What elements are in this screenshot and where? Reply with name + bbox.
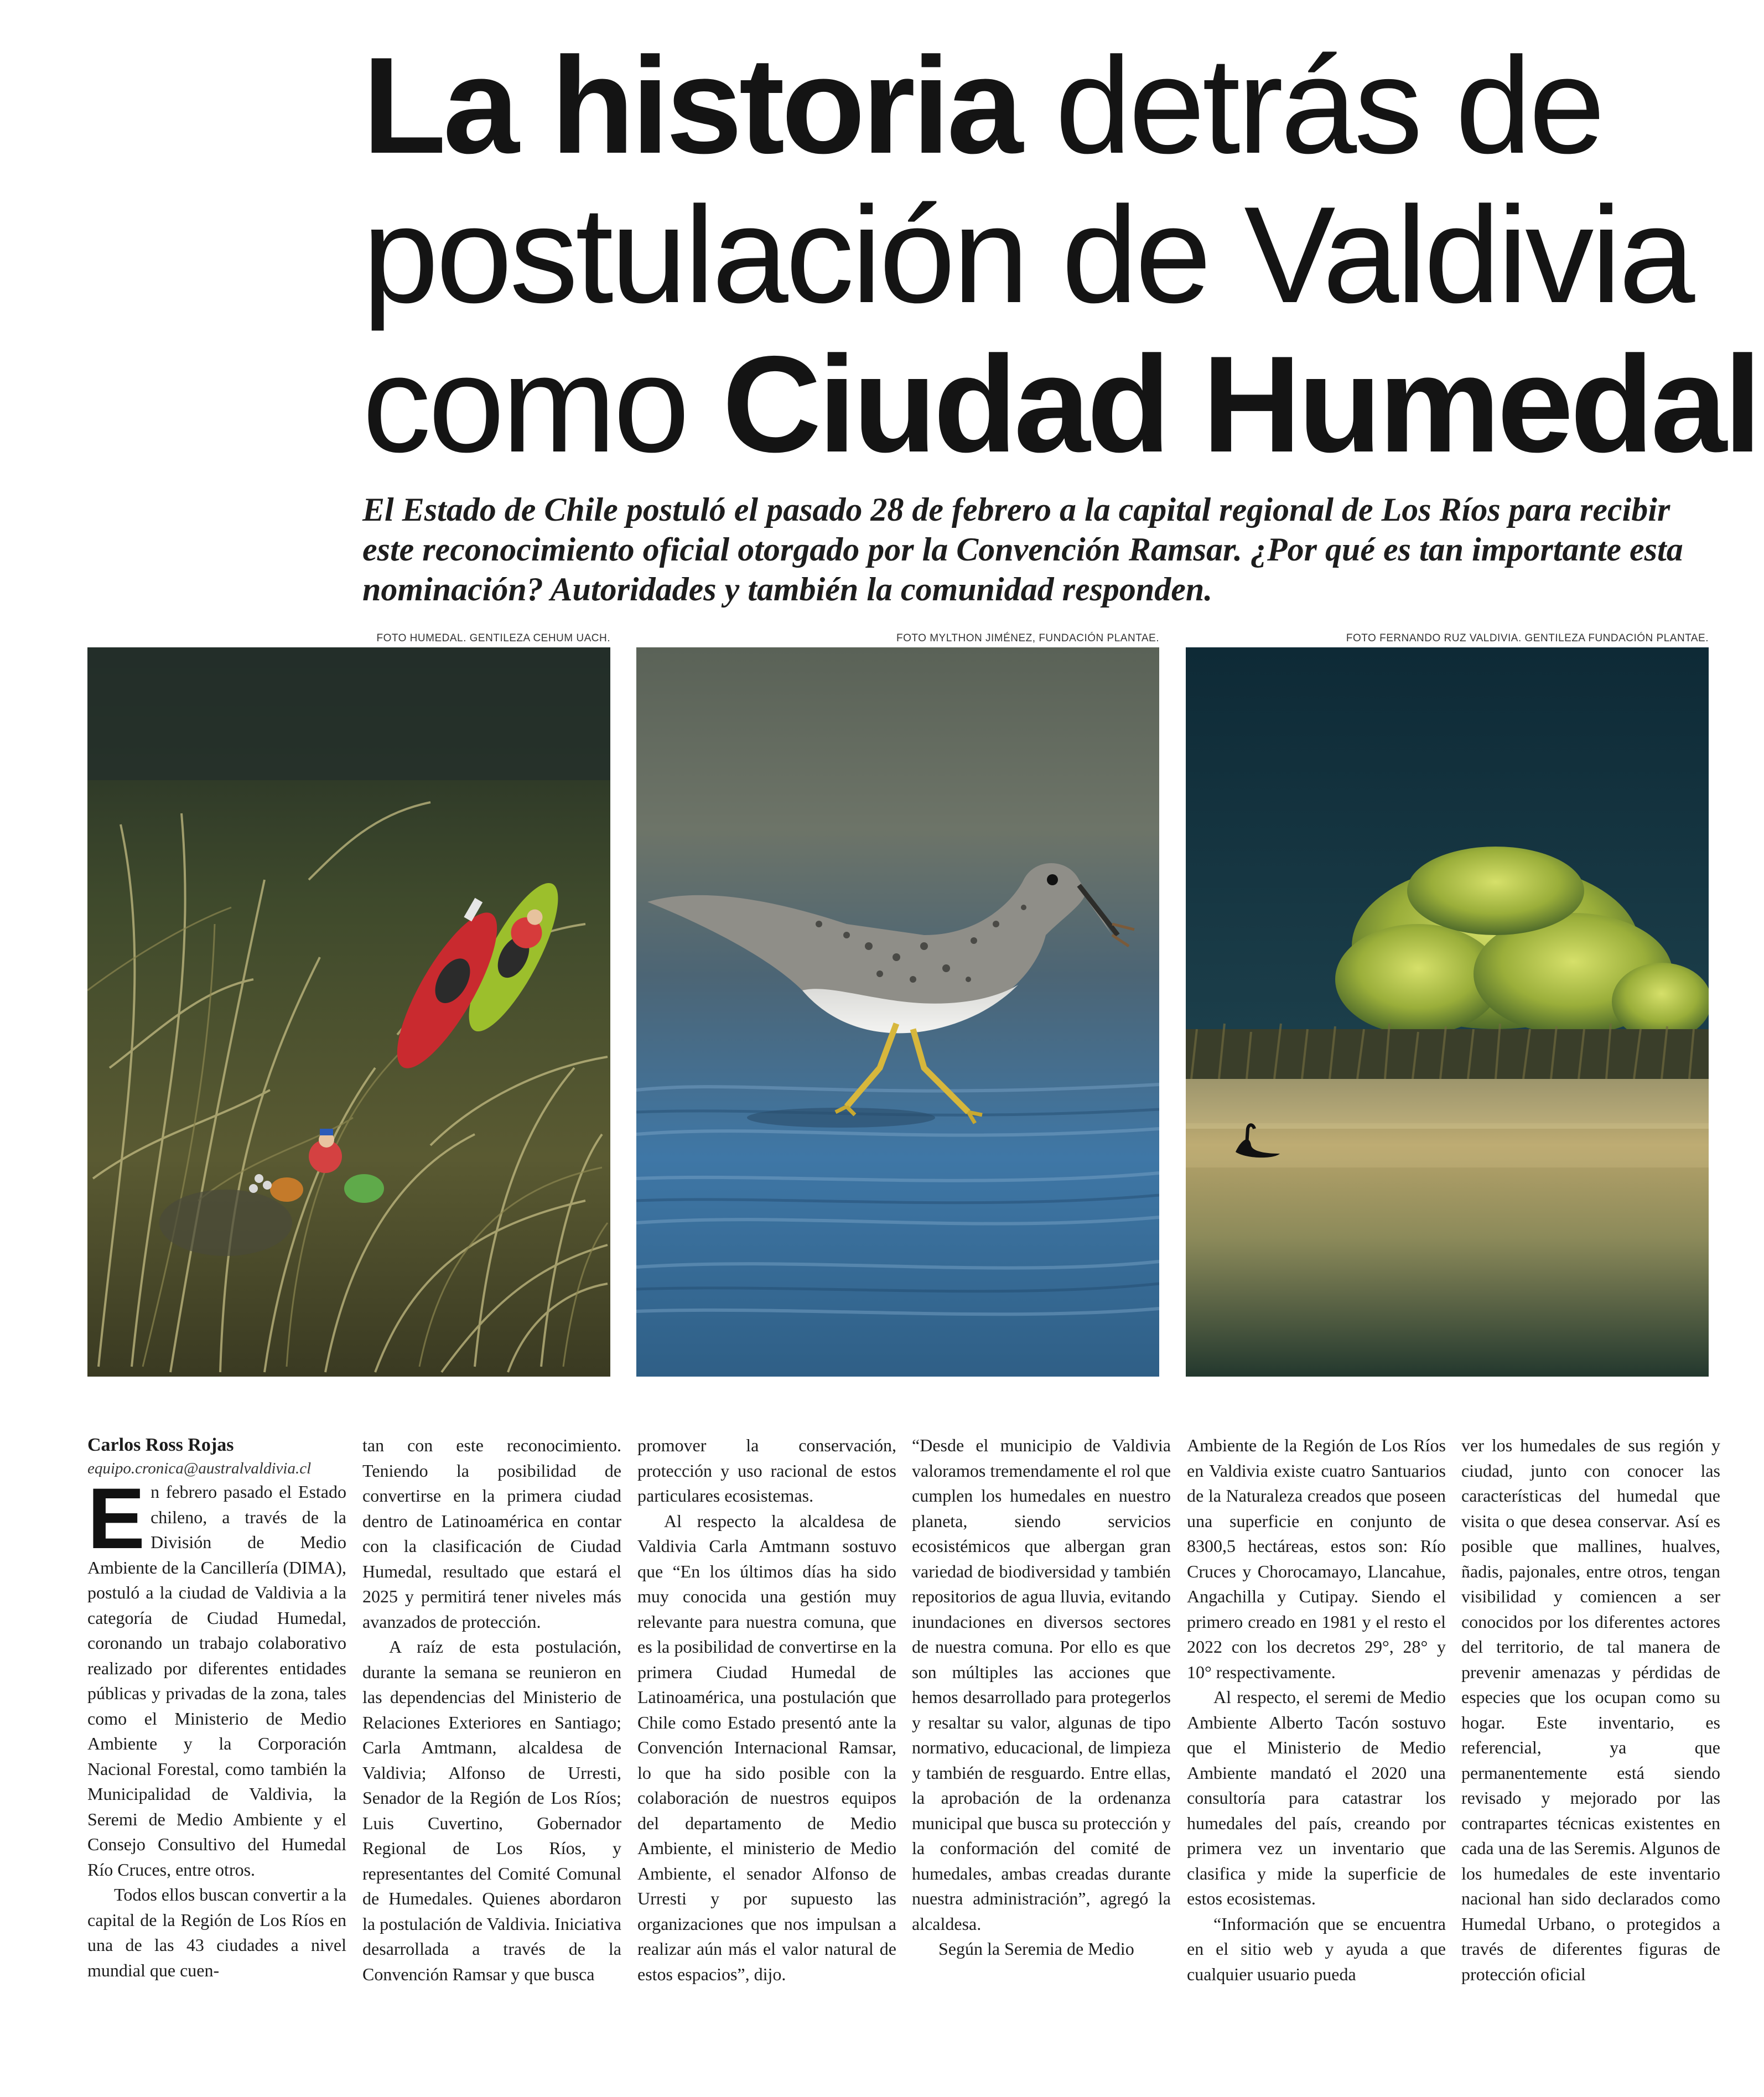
headline-line-1: [362, 30, 1746, 180]
paragraph: promover la conservación, protección y uso racional de estos particulares ecosistemas.: [637, 1435, 896, 1506]
headline-bold-3: Ciudad Humedal: [722, 327, 1758, 481]
photo-credit-2: FOTO MYLTHON JIMÉNEZ, FUNDACIÓN PLANTAE.: [896, 632, 1159, 644]
misty-tree-lake-photo: [1186, 647, 1709, 1377]
paragraph: Todos ellos buscan convertir a la capital de la Región de Los Ríos en una de las 43 ciudades a nivel mundial que cuen-: [87, 1885, 346, 1980]
paragraph: ver los humedales de sus región y ciudad, junto con conocer las características del humedal que visita o que desea conservar. Así es posible que mallines, hualves, ñadis, pajonales, entre otros, tengan visibilidad y comiencen a ser conocidos por los diferentes actores del territorio, de tal manera de prevenir amenazas y pérdidas de especies que los ocupan como su hogar. Este inventario, es referencial, ya que permanentemente está siendo revisado y mejorado por las contrapartes técnicas existentes en cada una de las Seremis. Algunos de los humedales de este inventario nacional han sido declarados como Humedal Urbano, o protegidos a través de diferentes figuras de protección oficial: [1461, 1435, 1720, 1984]
article-column-6: [1461, 1433, 1720, 1987]
paragraph-text: n febrero pasado el Estado chileno, a través de la División de Medio Ambiente de la Cancillería (DIMA), postuló a la ciudad de Valdivia a la categoría de Ciudad Humedal, coronando un trabajo colaborativo realizado por diferentes entidades públicas y privadas de la zona, tales como el Ministerio de Medio Ambiente y la Corporación Nacional Forestal, como también la Municipalidad de Valdivia, la Seremi de Medio Ambiente y el Consejo Consultivo del Humedal Río Cruces, entre otros.: [87, 1482, 346, 1880]
article-column-2: [362, 1433, 621, 1987]
headline-light-3: como: [362, 327, 723, 481]
paragraph: Según la Seremia de Medio: [938, 1939, 1134, 1959]
headline-light-1: detrás de: [1020, 28, 1602, 182]
paragraph: Al respecto, el seremi de Medio Ambiente Alberto Tacón sostuvo que el Ministerio de Medio Ambiente mandató el 2020 una consultoría para catastrar los humedales del país, creando por primera vez un inventario que clasifica y mide la superficie de estos ecosistemas.: [1187, 1687, 1446, 1908]
photo-credit-3: FOTO FERNANDO RUZ VALDIVIA. GENTILEZA FUNDACIÓN PLANTAE.: [1346, 632, 1709, 644]
misty-tree-lake-image: [1186, 647, 1709, 1377]
article-column-4: [912, 1433, 1171, 1962]
dropcap: E: [87, 1471, 146, 1567]
author-email: equipo.cronica@australvaldivia.cl: [87, 1460, 312, 1477]
headline-line-3: [362, 327, 1758, 481]
headline-line-2: postulación de Valdivia: [362, 178, 1693, 331]
photo-credit-1: FOTO HUMEDAL. GENTILEZA CEHUM UACH.: [376, 632, 610, 644]
kayaks-in-wetland-photo: [87, 647, 610, 1377]
paragraph: “Desde el municipio de Valdivia valoramos tremendamente el rol que cumplen los humedales en nuestro planeta, siendo servicios ecosistémicos que albergan gran variedad de biodiversidad y también repositorios de agua lluvia, evitando inundaciones en diversos sectores de nuestra comuna. Por ello es que son múltiples las acciones que hemos desarrollado para protegerlos y resaltar su valor, algunas de tipo normativo, educacional, de limpieza y también de resguardo. Entre ellas, la aprobación de la ordenanza municipal que busca su protección y la conformación del comité de humedales, ambas creadas durante nuestra administración”, agregó la alcaldesa.: [912, 1435, 1171, 1934]
article-column-3: [637, 1433, 896, 1987]
lead-paragraph: [87, 1471, 346, 1882]
wading-bird-photo: [636, 647, 1159, 1377]
byline: Carlos Ross Rojas: [87, 1435, 234, 1455]
headline: [362, 28, 1758, 481]
paragraph: Al respecto la alcaldesa de Valdivia Carla Amtmann sostuvo que “En los últimos días ha sido muy conocida una gestión muy relevante para nuestra comuna, que es la posibilidad de convertirse en la primera Ciudad Humedal de Latinoamérica, una postulación que Chile como Estado presentó ante la Convención Internacional Ramsar, lo que ha sido posible con la colaboración de nuestros equipos del departamento de Medio Ambiente, el ministerio de Medio Ambiente, el senador Alfonso de Urresti y por supuesto las organizaciones que nos impulsan a realizar aún más el valor natural de estos espacios”, dijo.: [637, 1511, 896, 1984]
headline-bold-1: La historia: [362, 28, 1020, 182]
article-column-1: [87, 1433, 346, 1983]
photo-block-3: [1186, 630, 1709, 1377]
article-column-5: [1187, 1433, 1446, 1987]
paragraph: “Información que se encuentra en el sitio web y ayuda a que cualquier usuario pueda: [1187, 1913, 1446, 1984]
wading-bird-image: [636, 647, 1159, 1377]
paragraph: A raíz de esta postulación, durante la semana se reunieron en las dependencias del Ministerio de Relaciones Exteriores en Santiago; Carla Amtmann, alcaldesa de Valdivia; Alfonso de Urresti, Senador de la Región de Los Ríos; Luis Cuvertino, Gobernador Regional de Los Ríos, y representantes del Comité Comunal de Humedales. Quienes abordaron la postulación de Valdivia. Iniciativa desarrollada a través de la Convención Ramsar y que busca: [362, 1637, 621, 1984]
paragraph: tan con este reconocimiento. Teniendo la posibilidad de convertirse en la primera ciudad dentro de Latinoamérica en contar con la clasificación de Ciudad Humedal, resultado que estará el 2025 y permitirá tener niveles más avanzados de protección.: [362, 1435, 621, 1632]
paragraph: Ambiente de la Región de Los Ríos en Valdivia existe cuatro Santuarios de la Naturaleza creados que poseen una superficie en conjunto de 8300,5 hectáreas, estos son: Río Cruces y Chorocamayo, Llancahue, Angachilla y Cutipay. Siendo el primero creado en 1981 y el resto el 2022 con los decretos 29°, 28° y 10° respectivamente.: [1187, 1435, 1446, 1682]
deck-summary: El Estado de Chile postuló el pasado 28 de febrero a la capital regional de Los Ríos para recibir este reconocimiento oficial otorgado por la Convención Ramsar. ¿Por qué es tan importante esta nominación? Autoridades y también la comunidad responden.: [362, 491, 1683, 608]
kayaks-in-wetland-image: [87, 647, 610, 1377]
photo-block-1: [87, 630, 610, 1377]
photo-block-2: [636, 630, 1159, 1377]
